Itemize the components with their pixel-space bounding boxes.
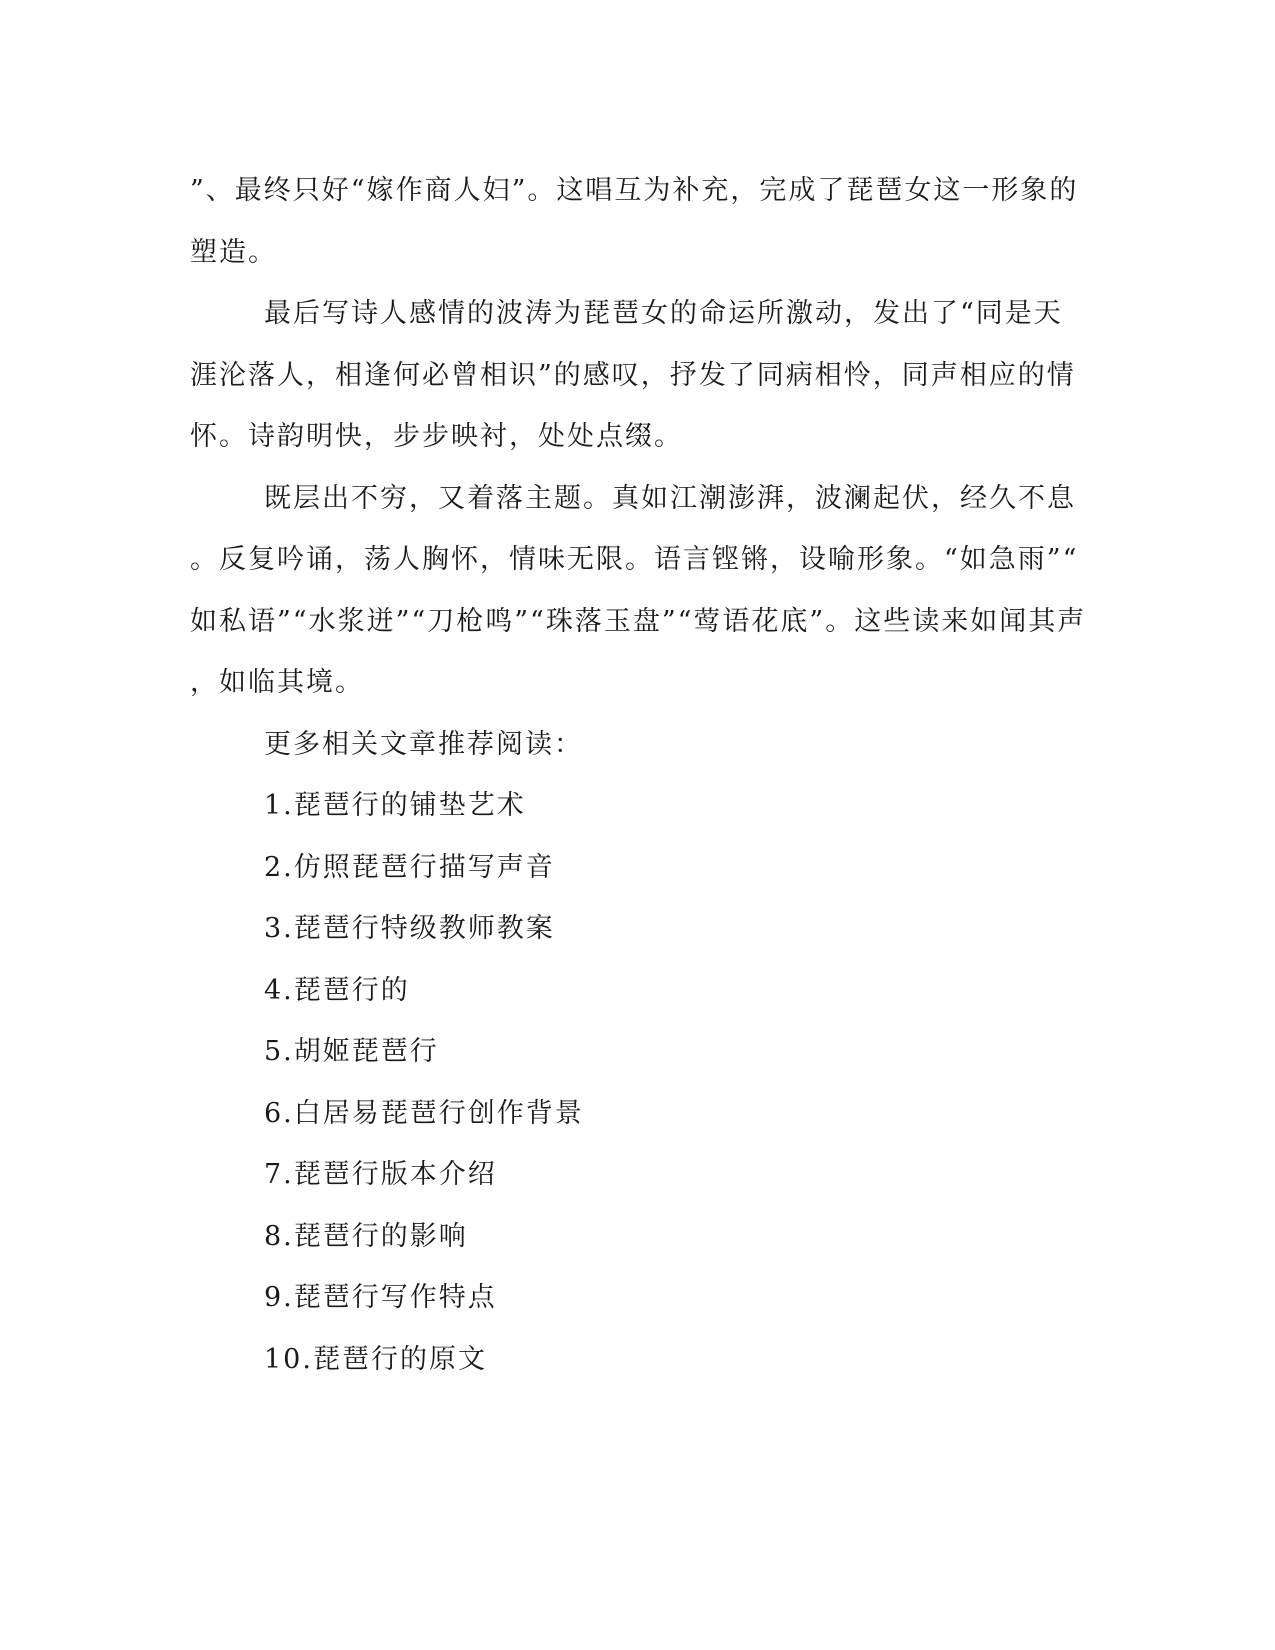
paragraph-line: 既层出不穷，又着落主题。真如江潮澎湃，波澜起伏，经久不息 [264,482,1076,514]
related-article-link[interactable]: 5.胡姬琵琶行 [264,1036,439,1067]
paragraph-2 [190,283,1080,468]
related-article-link[interactable]: 7.琵琶行版本介绍 [264,1159,497,1190]
paragraph-line: 如私语”“水浆迸”“刀枪鸣”“珠落玉盘”“莺语花底”。这些读来如闻其声 [190,605,1087,637]
paragraph-line: 最后写诗人感情的波涛为琵琶女的命运所激动，发出了“同是天 [264,298,1063,329]
related-article-link[interactable]: 1.琵琶行的铺垫艺术 [264,790,526,821]
related-article-link[interactable]: 6.白居易琵琶行创作背景 [264,1097,584,1129]
paragraph-line: ”、最终只好“嫁作商人妇”。这唱互为补充，完成了琵琶女这一形象的 [190,175,1079,206]
related-articles-heading: 更多相关文章推荐阅读： [264,728,583,760]
paragraph-line: 。反复吟诵，荡人胸怀，情味无限。语言铿锵，设喻形象。“如急雨”“ [190,544,1079,575]
paragraph-1 [190,160,1080,283]
paragraph-line: ，如临其境。 [190,667,364,698]
related-article-link[interactable]: 8.琵琶行的影响 [264,1220,468,1252]
paragraph-3 [190,468,1087,714]
related-article-link[interactable]: 9.琵琶行写作特点 [264,1282,497,1313]
paragraph-line: 怀。诗韵明快，步步映衬，处处点缀。 [190,421,683,452]
related-article-link[interactable]: 4.琵琶行的 [264,974,410,1006]
paragraph-line: 涯沦落人，相逢何必曾相识”的感叹，抒发了同病相怜，同声相应的情 [190,359,1076,391]
related-article-link[interactable]: 10.琵琶行的原文 [264,1343,487,1375]
document-body [190,160,1087,1390]
related-article-link[interactable]: 3.琵琶行特级教师教案 [264,913,555,944]
paragraph-line: 塑造。 [190,236,277,268]
related-articles-list [190,775,1080,1390]
related-article-link[interactable]: 2.仿照琵琶行描写声音 [264,851,555,883]
